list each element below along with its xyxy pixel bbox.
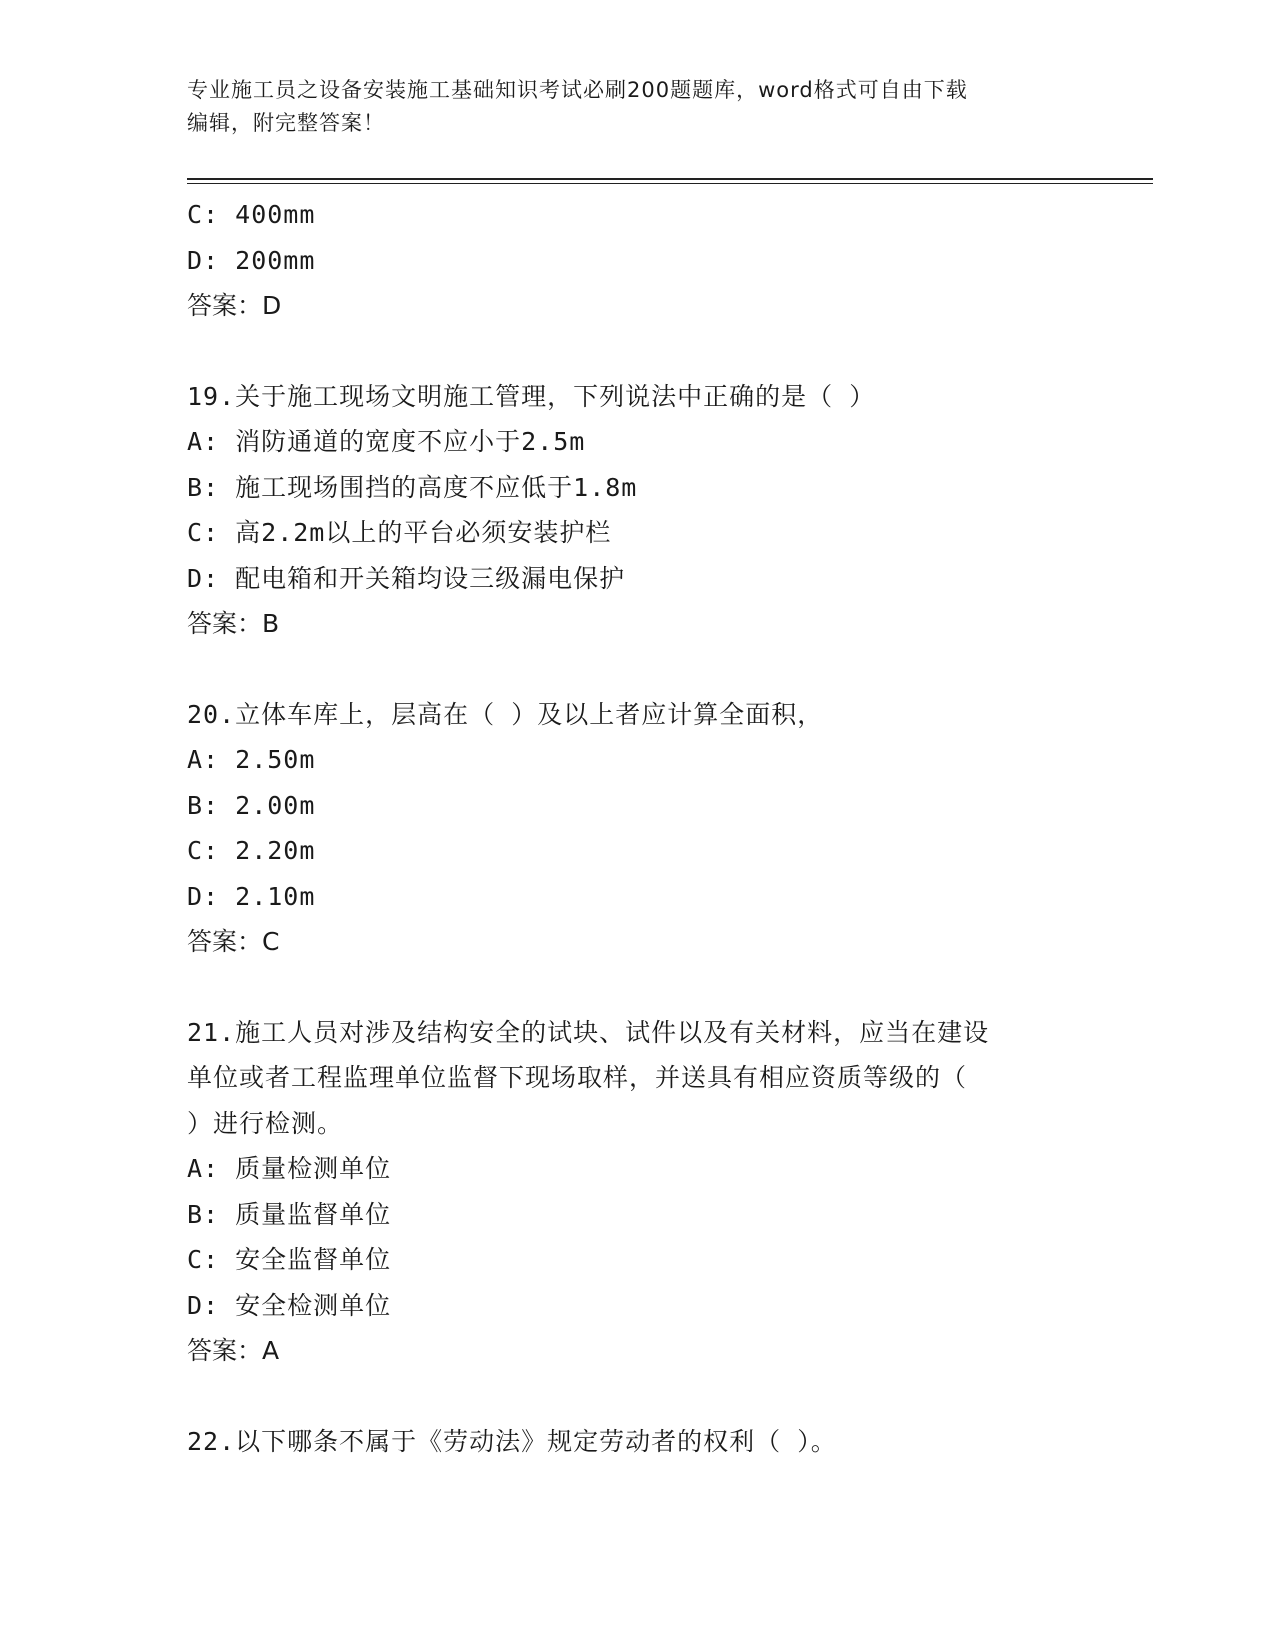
option-a: A: 消防通道的宽度不应小于2.5m [187, 427, 586, 456]
answer: 答案：B [187, 609, 280, 638]
question-20 [187, 692, 1087, 965]
spacer [187, 647, 1087, 692]
option-b: B: 施工现场围挡的高度不应低于1.8m [187, 472, 638, 502]
question-21 [187, 1010, 1087, 1374]
spacer [187, 965, 1087, 1010]
option-d: D: 2.10m [187, 881, 316, 911]
option-b: B: 质量监督单位 [187, 1199, 392, 1229]
header-line-2: 编辑，附完整答案！ [187, 111, 385, 135]
answer: 答案：D [187, 291, 282, 320]
option-a: A: 质量检测单位 [187, 1154, 392, 1183]
question-22 [187, 1419, 1087, 1465]
question-stem-line-3: ）进行检测。 [187, 1108, 344, 1138]
question-stem: 22.以下哪条不属于《劳动法》规定劳动者的权利（ ）。 [187, 1426, 837, 1456]
question-prev [187, 192, 1087, 329]
header-line-1: 专业施工员之设备安装施工基础知识考试必刷200题题库，word格式可自由下载 [187, 78, 968, 102]
document-header [187, 74, 1067, 140]
option-d: D: 安全检测单位 [187, 1290, 392, 1320]
question-stem: 20.立体车库上，层高在（ ）及以上者应计算全面积， [187, 699, 824, 729]
option-a: A: 2.50m [187, 745, 316, 774]
option-d: D: 配电箱和开关箱均设三级漏电保护 [187, 563, 626, 593]
spacer [187, 329, 1087, 374]
option-c: C: 2.20m [187, 836, 316, 865]
header-rule-bottom [187, 183, 1153, 184]
document-body [187, 192, 1087, 1464]
option-b: B: 2.00m [187, 790, 316, 820]
question-stem-line-2: 单位或者工程监理单位监督下现场取样，并送具有相应资质等级的（ [187, 1063, 968, 1092]
option-c: C: 安全监督单位 [187, 1245, 392, 1274]
header-rule-top [187, 178, 1153, 180]
option-c: C: 高2.2m以上的平台必须安装护栏 [187, 518, 612, 547]
answer: 答案：C [187, 927, 280, 956]
question-19 [187, 374, 1087, 647]
question-stem-line-1: 21.施工人员对涉及结构安全的试块、试件以及有关材料，应当在建设 [187, 1017, 990, 1047]
answer: 答案：A [187, 1336, 280, 1365]
spacer [187, 1374, 1087, 1419]
option-d: D: 200mm [187, 245, 316, 275]
question-stem: 19.关于施工现场文明施工管理，下列说法中正确的是（ ） [187, 381, 876, 411]
option-c: C: 400mm [187, 200, 316, 229]
